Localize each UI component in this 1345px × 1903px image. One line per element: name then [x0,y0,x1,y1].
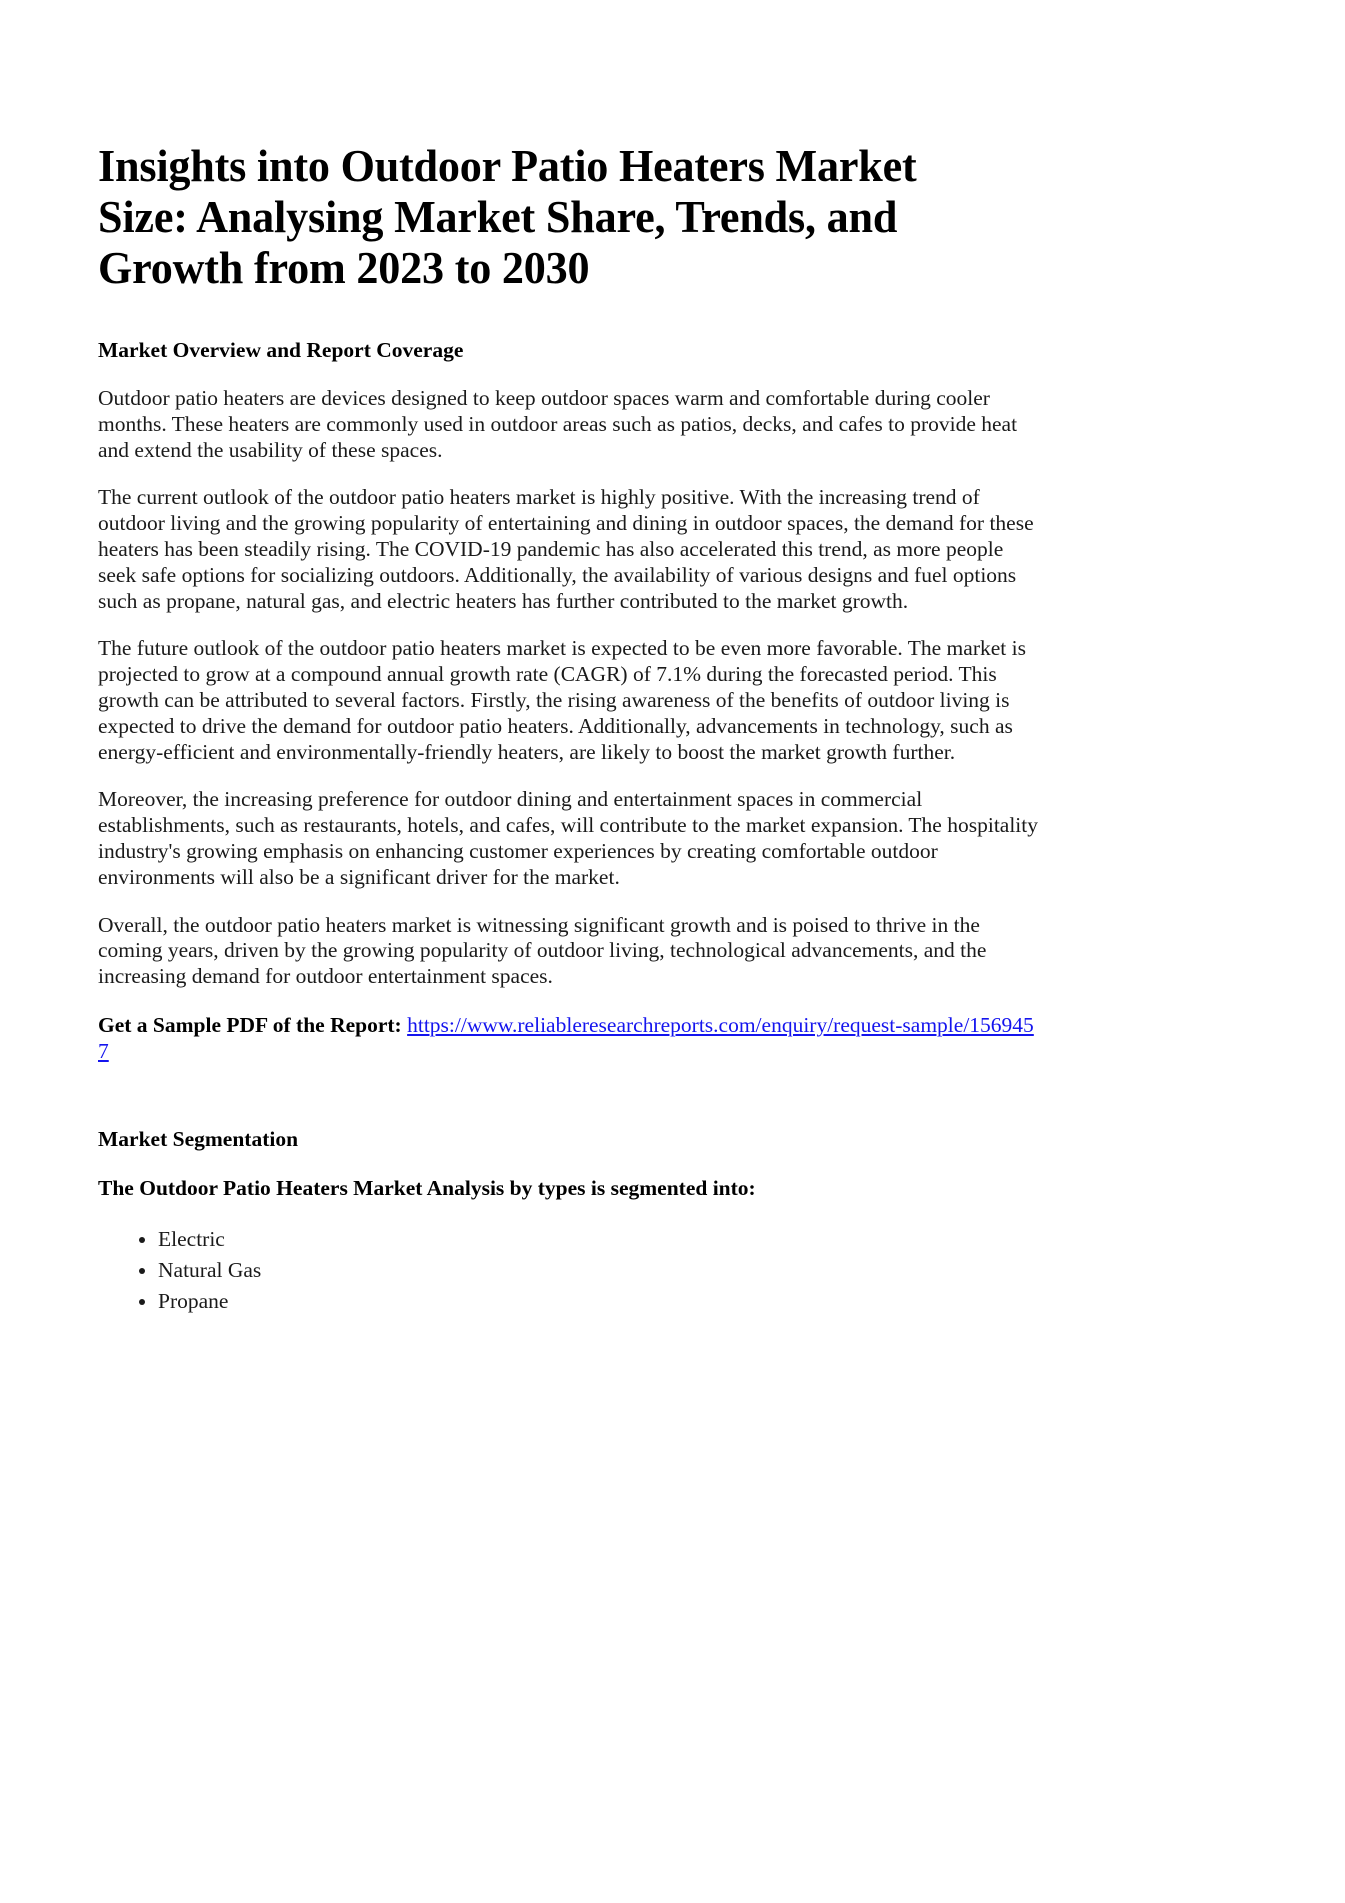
paragraph-commercial-demand: Moreover, the increasing preference for outdoor dining and entertainment spaces in commercial establishments, such as restaurants, hotels, and cafes, will contribute to the market expansion. The hospitality industry's growing emphasis on enhancing customer experiences by creating comfortable outdoor environments will also be a significant driver for the market. [98,787,1039,889]
list-item: • Natural Gas [158,1255,1043,1286]
sample-pdf-label: Get a Sample PDF of the Report: [98,1012,408,1037]
subheading-types-segmentation: The Outdoor Patio Heaters Market Analysis by types is segmented into: [98,1175,756,1200]
page-title: Insights into Outdoor Patio Heaters Market Size: Analysing Market Share, Trends, and Growth from 2023 to 2030 [98,140,917,293]
list-item: • Propane [158,1286,1043,1317]
paragraph-market-overview-intro: Outdoor patio heaters are devices designed to keep outdoor spaces warm and comfortable during cooler months. These heaters are commonly used in outdoor areas such as patios, decks, and cafes to provide heat and extend the usability of these spaces. [98,386,1018,462]
sample-pdf-line [98,1012,1043,1064]
section-heading-market-segmentation: Market Segmentation [98,1126,299,1151]
list-item: • Electric [158,1224,1043,1255]
document-content [98,140,1043,1317]
section-spacer [98,1064,1043,1126]
sample-pdf-link[interactable]: https://www.reliableresearchreports.com/enquiry/request-sample/1569457 [98,1012,1034,1063]
paragraph-future-outlook: The future outlook of the outdoor patio heaters market is expected to be even more favorable. The market is projected to grow at a compound annual growth rate (CAGR) of 7.1% during the forecasted period. This growth can be attributed to several factors. Firstly, the rising awareness of the benefits of outdoor living is expected to drive the demand for outdoor patio heaters. Additionally, advancements in technology, such as energy-efficient and environmentally-friendly heaters, are likely to boost the market growth further. [98,636,1026,764]
segmentation-types-list [98,1224,1043,1317]
paragraph-current-outlook: The current outlook of the outdoor patio heaters market is highly positive. With the increasing trend of outdoor living and the growing popularity of entertaining and dining in outdoor spaces, the demand for these heaters has been steadily rising. The COVID-19 pandemic has also accelerated this trend, as more people seek safe options for socializing outdoors. Additionally, the availability of various designs and fuel options such as propane, natural gas, and electric heaters has further contributed to the market growth. [98,485,1034,613]
paragraph-overall-summary: Overall, the outdoor patio heaters market is witnessing significant growth and is poised to thrive in the coming years, driven by the growing popularity of outdoor living, technological advancements, and the increasing demand for outdoor entertainment spaces. [98,912,987,989]
section-heading-market-overview: Market Overview and Report Coverage [98,338,464,362]
